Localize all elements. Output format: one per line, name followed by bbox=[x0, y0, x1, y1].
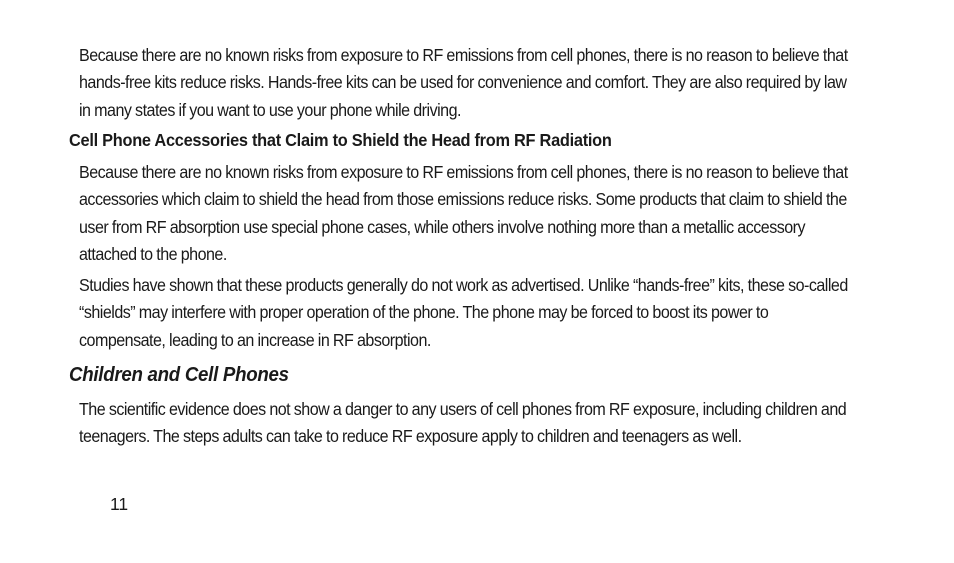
paragraph-hands-free-kits: Because there are no known risks from exposure to RF emissions from cell phones, there is no reason to believe that hands-free kits reduce risks. Hands-free kits can be used for convenience and comfort. They are also required by law in many states if you want to use your phone while driving. bbox=[79, 45, 848, 120]
paragraph-studies: Studies have shown that these products generally do not work as advertised. Unlike “hands-free” kits, these so-called “shields” may interfere with proper operation of the phone. The phone may be forced to boost its power to compensate, leading to an increase in RF absorption. bbox=[79, 275, 848, 350]
section-heading-children: Children and Cell Phones bbox=[69, 364, 289, 386]
page-number: 11 bbox=[110, 494, 129, 514]
paragraph-shield-accessories: Because there are no known risks from exposure to RF emissions from cell phones, there is no reason to believe that accessories which claim to shield the head from those emissions reduce risks. Some products that claim to shield the user from RF absorption use special phone cases, while others involve nothing more than a metallic accessory attached to the phone. bbox=[79, 162, 848, 264]
section-heading-shield-accessories: Cell Phone Accessories that Claim to Shield the Head from RF Radiation bbox=[69, 130, 612, 150]
paragraph-children: The scientific evidence does not show a danger to any users of cell phones from RF exposure, including children and teenagers. The steps adults can take to reduce RF exposure apply to children and teenagers as well. bbox=[79, 399, 847, 447]
